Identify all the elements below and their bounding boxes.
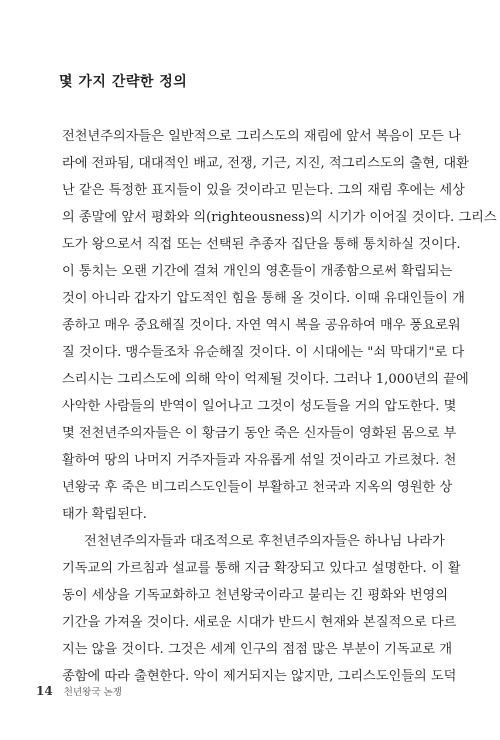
body-line: 몇 전천년주의자들은 이 황금기 동안 죽은 신자들이 영화된 몸으로 부 [62,426,457,441]
body-line: 태가 확립된다. [62,507,147,522]
running-title: 천년왕국 논쟁 [63,687,122,698]
page-footer [36,680,122,699]
body-line: 도가 왕으로서 직접 또는 선택된 추종자 집단을 통해 통치하실 것이다. [62,237,461,252]
body-line: 기간을 가져올 것이다. 새로운 시대가 반드시 현재와 본질적으로 다르 [62,615,457,630]
section-heading: 몇 가지 간략한 정의 [59,74,188,90]
body-line: 동이 세상을 기독교화하고 천년왕국이라고 불리는 긴 평화와 번영의 [62,588,449,603]
body-line: 활하여 땅의 나머지 거주자들과 자유롭게 섞일 것이라고 가르쳤다. 천 [62,453,457,468]
page-number: 14 [36,684,53,698]
body-line: 년왕국 후 죽은 비그리스도인들이 부활하고 천국과 지옥의 영원한 상 [62,480,453,495]
body-line: 전천년주의자들은 일반적으로 그리스도의 재림에 앞서 복음이 모든 나 [62,129,461,144]
body-line: 스리시는 그리스도에 의해 악이 억제될 것이다. 그러나 1,000년의 끝에 [62,372,469,387]
body-line: 종함에 따라 출현한다. 악이 제거되지는 않지만, 그리스도인들의 도덕 [62,669,457,684]
body-line: 질 것이다. 맹수들조차 유순해질 것이다. 이 시대에는 "쇠 막대기"로 다 [62,345,465,360]
body-line: 사악한 사람들의 반역이 일어나고 그것이 성도들을 거의 압도한다. 몇 [62,399,457,414]
body-text [62,0,497,740]
body-line: 이 통치는 오랜 기간에 걸쳐 개인의 영혼들이 개종함으로써 확립되는 [62,264,453,279]
body-line: 의 종말에 앞서 평화와 의(righteousness)의 시기가 이어질 것이다. 그리스 [62,210,497,225]
body-line: 것이 아니라 갑자기 압도적인 힘을 통해 올 것이다. 이때 유대인들이 개 [62,291,465,306]
body-line: 전천년주의자들과 대조적으로 후천년주의자들은 하나님 나라가 [84,534,445,549]
body-line: 라에 전파됨, 대대적인 배교, 전쟁, 기근, 지진, 적그리스도의 출현, 대환 [62,156,469,171]
body-line: 기독교의 가르침과 설교를 통해 지금 확장되고 있다고 설명한다. 이 활 [62,561,461,576]
body-line: 지는 않을 것이다. 그것은 세계 인구의 점점 많은 부분이 기독교로 개 [62,642,453,657]
body-line: 종하고 매우 중요해질 것이다. 자연 역시 복을 공유하여 매우 풍요로워 [62,318,461,333]
body-line: 난 같은 특정한 표지들이 있을 것이라고 믿는다. 그의 재림 후에는 세상 [62,183,465,198]
